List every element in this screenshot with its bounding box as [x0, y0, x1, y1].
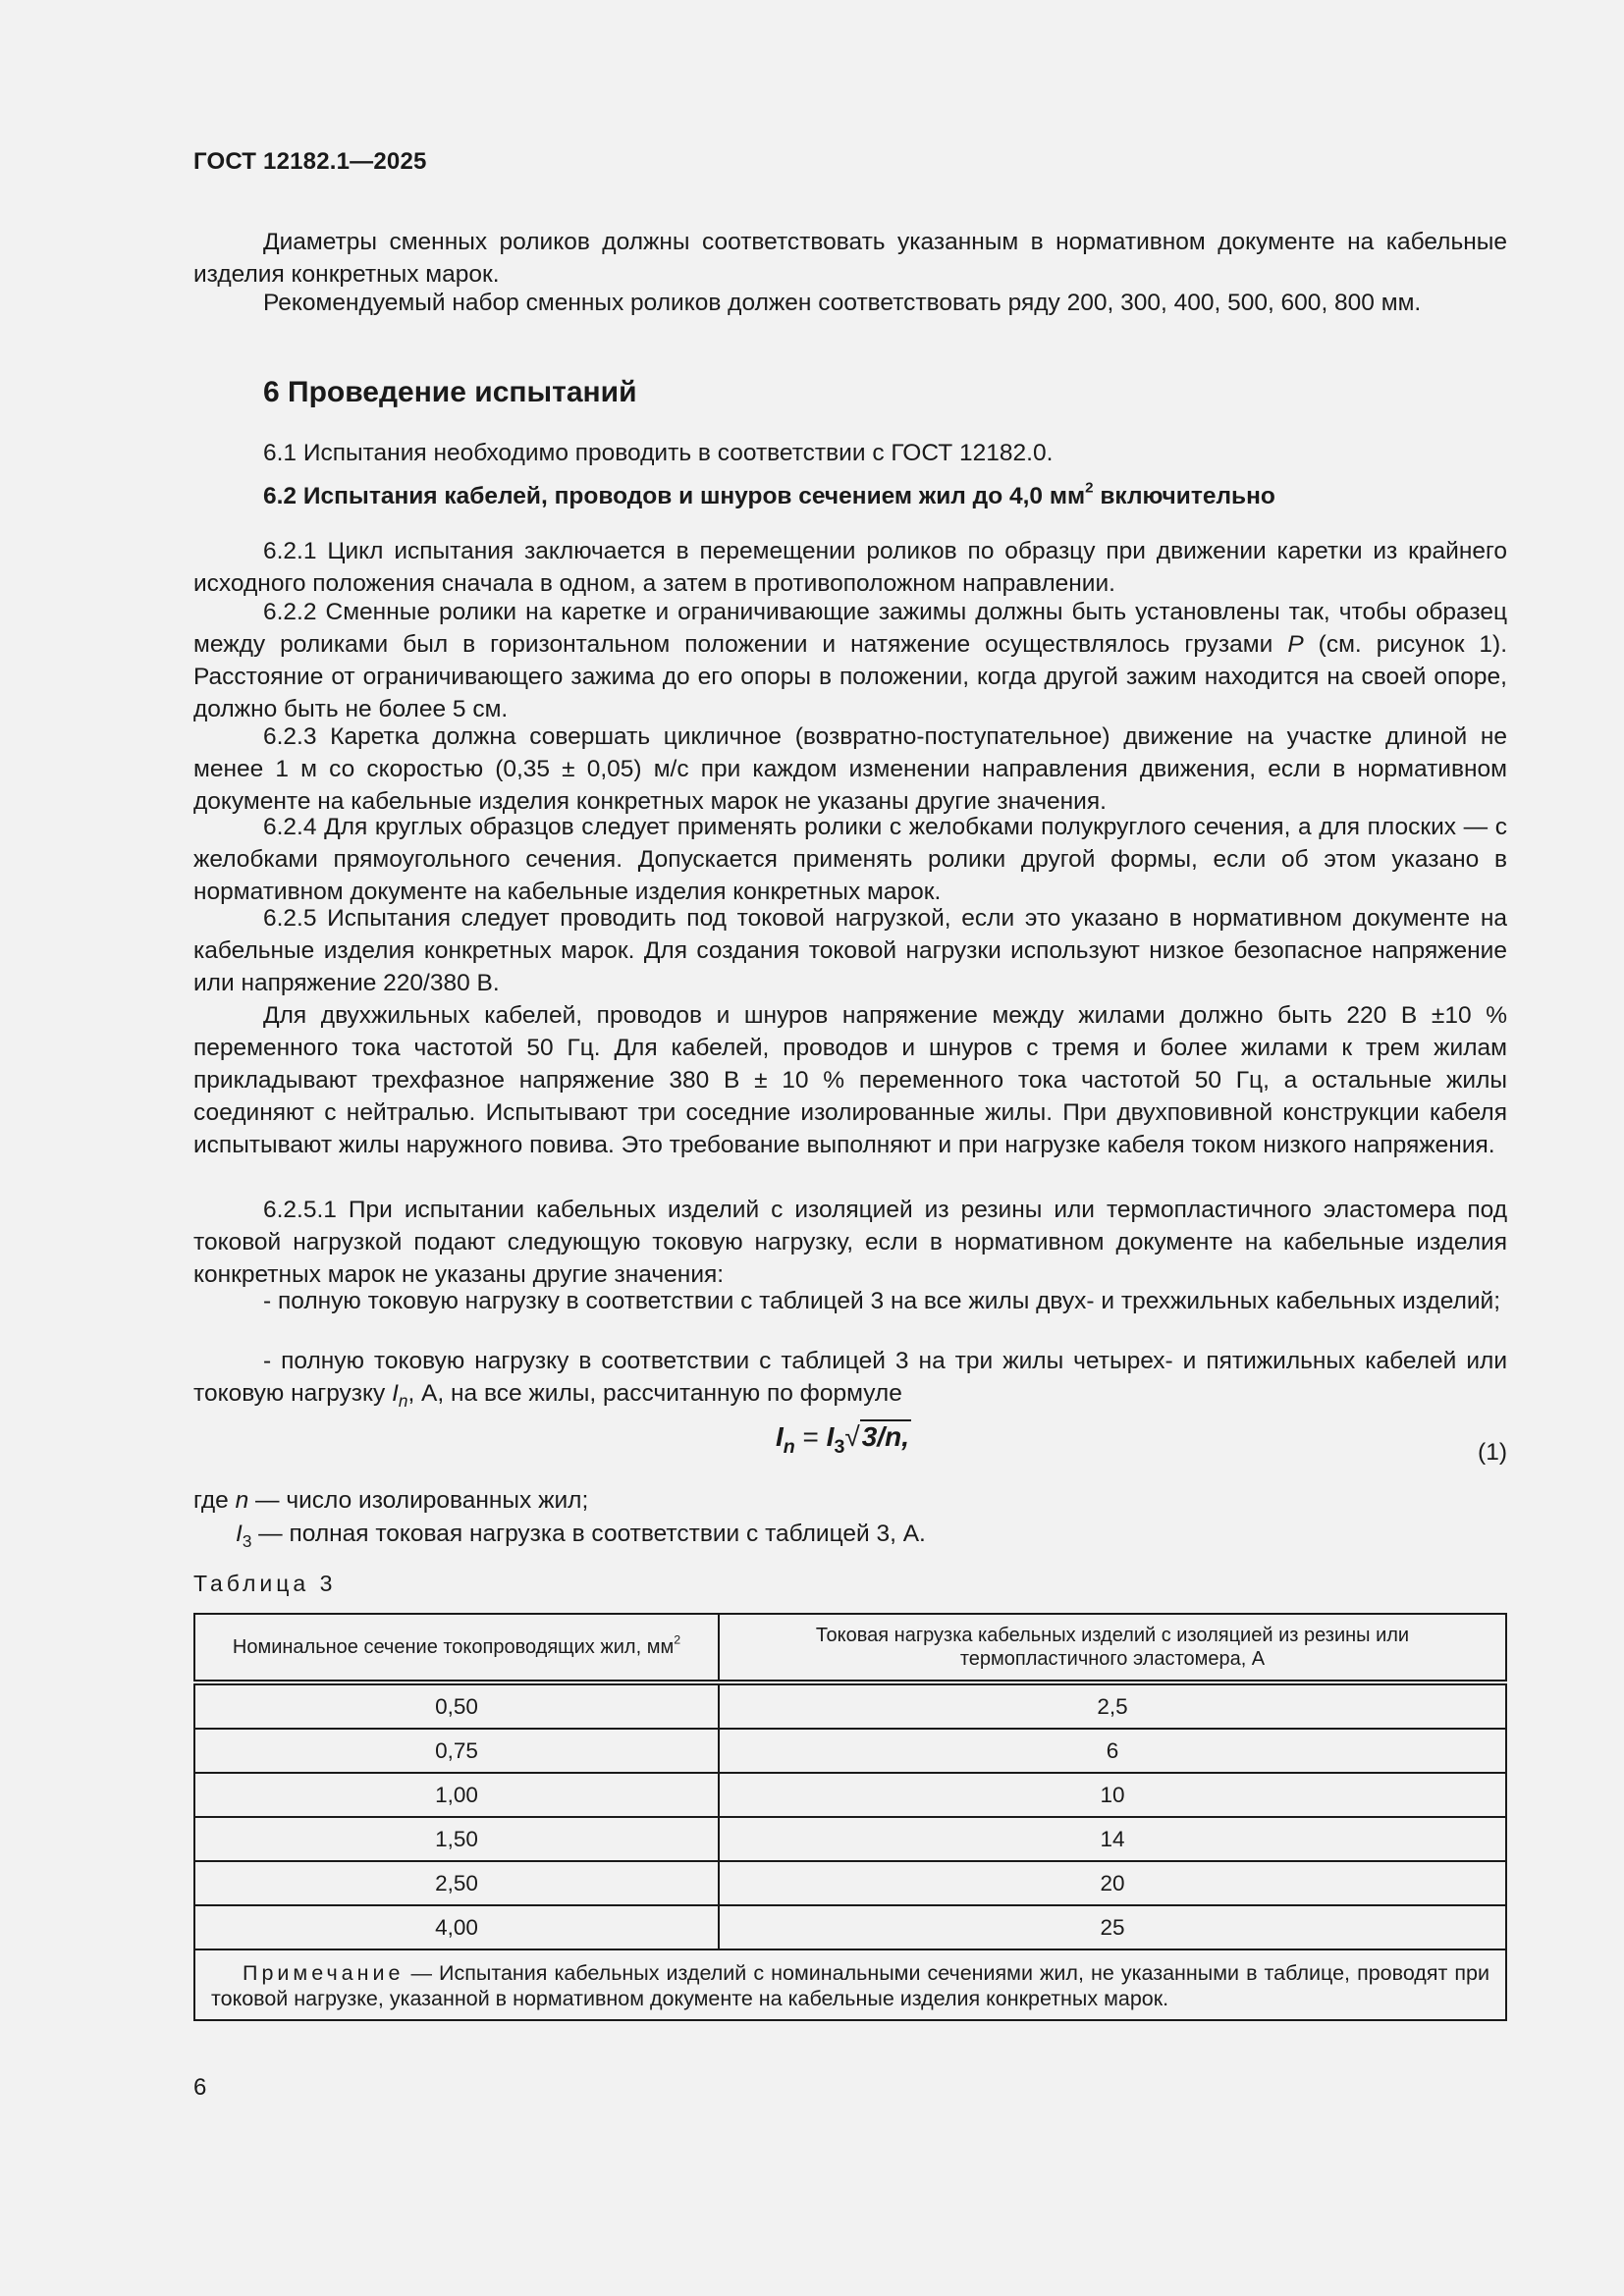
header-cross-section-text: Номинальное сечение токопроводящих жил, мм	[232, 1636, 675, 1658]
table-row	[194, 1817, 1506, 1861]
where-var-i: I	[236, 1521, 243, 1547]
formula-rhs-sub: 3	[834, 1435, 845, 1458]
where-line-i3	[236, 1518, 926, 1551]
where-line-n	[193, 1484, 588, 1518]
clause-6-2-5: 6.2.5 Испытания следует проводить под токовой нагрузкой, если это указано в нормативном документе на кабельные изделия конкретных марок. Для создания токовой нагрузки используют низкое безопасное напряжение или напряжение 220/380 В.	[193, 905, 1507, 996]
cell-current-load: 14	[719, 1817, 1506, 1861]
table-row	[194, 1905, 1506, 1949]
sqrt-radical: √	[844, 1421, 860, 1452]
clause-6-2-5-1: 6.2.5.1 При испытании кабельных изделий с изоляцией из резины или термопластичного эластомера под токовой нагрузкой подают следующую токовую нагрузку, если в нормативном документе на кабельные изделия конкретных марок не указаны другие значения:	[193, 1197, 1507, 1288]
clause-6-1: 6.1 Испытания необходимо проводить в соответствии с ГОСТ 12182.0.	[263, 440, 1054, 466]
clause-6-2-title-sup: 2	[1085, 479, 1094, 497]
formula-number: (1)	[1478, 1439, 1507, 1466]
clause-6-2-1: 6.2.1 Цикл испытания заключается в перемещении роликов по образцу при движении каретки из крайнего исходного положения сначала в одном, а затем в противоположном направлении.	[193, 538, 1507, 597]
clause-6-2-2-var: P	[1287, 631, 1304, 658]
clause-6-2-5-voltage: Для двухжильных кабелей, проводов и шнуров напряжение между жилами должно быть 220 В ±10 % переменного тока частотой 50 Гц. Для кабелей, проводов и шнуров с тремя и более жилами к трем жилам прикладывают трехфазное напряжение 380 В ± 10 % переменного тока частотой 50 Гц, а остальные жилы соединяют с нейтралью. Испытывают три соседние изолированные жилы. При двухповивной конструкции кабеля испытывают жилы наружного повива. Это требование выполняют и при нагрузке кабеля током низкого напряжения.	[193, 1002, 1507, 1158]
cell-cross-section: 2,50	[194, 1861, 719, 1905]
formula-lhs-sub: n	[783, 1435, 795, 1458]
bullet-var-i: I	[392, 1380, 399, 1407]
bullet-var-sub	[399, 1391, 408, 1411]
table-header-current-load: Токовая нагрузка кабельных изделий с изоляцией из резины или термопластичного эластомера, А	[719, 1614, 1506, 1682]
note-label: Примечание	[243, 1961, 405, 1985]
cell-cross-section: 1,50	[194, 1817, 719, 1861]
where-i3-desc: — полная токовая нагрузка в соответствии с таблицей 3, А.	[251, 1521, 926, 1547]
section-6-title: 6 Проведение испытаний	[263, 376, 637, 408]
bullet-var-sub-n: n	[398, 1391, 408, 1411]
formula-equals: =	[794, 1421, 827, 1452]
clause-6-2-3: 6.2.3 Каретка должна совершать цикличное (возвратно-поступательное) движение на участке длиной не менее 1 м со скоростью (0,35 ± 0,05) м/с при каждом изменении направления движения, если в нормативном документе на кабельные изделия конкретных марок не указаны другие значения.	[193, 723, 1507, 815]
clause-6-2-4: 6.2.4 Для круглых образцов следует применять ролики с желобками полукруглого сечения, а для плоских — с желобками прямоугольного сечения. Допускается применять ролики другой формы, если об этом указано в нормативном документе на кабельные изделия конкретных марок.	[193, 814, 1507, 905]
table-3-title: Таблица 3	[193, 1571, 337, 1596]
page-number: 6	[193, 2074, 207, 2101]
cell-current-load: 20	[719, 1861, 1506, 1905]
table-note	[194, 1949, 1506, 2020]
cell-cross-section: 4,00	[194, 1905, 719, 1949]
table-row	[194, 1682, 1506, 1729]
clause-6-2-title	[263, 479, 1275, 510]
table-note-row	[194, 1949, 1506, 2020]
cell-current-load: 25	[719, 1905, 1506, 1949]
table-body	[194, 1682, 1506, 2020]
table-row	[194, 1729, 1506, 1773]
cell-current-load: 2,5	[719, 1682, 1506, 1729]
clause-6-2-title-text: 6.2 Испытания кабелей, проводов и шнуров сечением жил до 4,0 мм	[263, 483, 1086, 509]
where-var-n: n	[235, 1487, 249, 1514]
sqrt-sign	[844, 1421, 911, 1453]
standard-header: ГОСТ 12182.1—2025	[193, 148, 427, 175]
clause-6-2-2	[193, 596, 1507, 725]
cell-current-load: 6	[719, 1729, 1506, 1773]
paragraph-roller-diameters: Диаметры сменных роликов должны соответствовать указанным в нормативном документе на кабельные изделия конкретных марок.	[193, 229, 1507, 288]
cell-cross-section: 1,00	[194, 1773, 719, 1817]
paragraph-roller-set: Рекомендуемый набор сменных роликов должен соответствовать ряду 200, 300, 400, 500, 600, 800 мм.	[263, 290, 1422, 316]
where-n-desc: — число изолированных жил;	[248, 1487, 589, 1514]
where-prefix: где	[193, 1487, 236, 1514]
bullet-four-five-core	[193, 1345, 1507, 1410]
table-row	[194, 1773, 1506, 1817]
header-cross-section-sup: 2	[674, 1632, 681, 1647]
formula-radicand: 3/n,	[861, 1421, 909, 1452]
table-header-row	[194, 1614, 1506, 1682]
clause-6-2-title-tail: включительно	[1093, 483, 1275, 509]
bullet-four-five-core-tail: , А, на все жилы, рассчитанную по формуле	[407, 1380, 902, 1407]
formula-lhs: I	[776, 1421, 784, 1452]
table-header-cross-section	[194, 1614, 719, 1682]
clause-6-2-2-text: 6.2.2 Сменные ролики на каретке и ограничивающие зажимы должны быть установлены так, чтобы образец между роликами был в горизонтальном положении и натяжение осуществлялось грузами	[193, 599, 1507, 658]
formula-rhs: I	[826, 1421, 835, 1452]
table-row	[194, 1861, 1506, 1905]
cell-current-load: 10	[719, 1773, 1506, 1817]
cell-cross-section: 0,75	[194, 1729, 719, 1773]
formula-1	[776, 1421, 911, 1458]
note-text: — Испытания кабельных изделий с номинальными сечениями жил, не указанными в таблице, проводят при токовой нагрузке, указанной в нормативном документе на кабельные изделия конкретных марок.	[211, 1961, 1489, 2010]
table-3	[193, 1613, 1507, 2021]
clause-6-2-2-tail: (см. рисунок 1). Расстояние от ограничивающего зажима до его опоры в положении, когда другой зажим находится на своей опоре, должно быть не более 5 см.	[193, 631, 1507, 722]
bullet-four-five-core-text: - полную токовую нагрузку в соответствии с таблицей 3 на три жилы четырех- и пятижильных кабелей или токовую нагрузку	[193, 1348, 1507, 1407]
bullet-full-load: - полную токовую нагрузку в соответствии с таблицей 3 на все жилы двух- и трехжильных кабельных изделий;	[263, 1288, 1501, 1314]
cell-cross-section: 0,50	[194, 1682, 719, 1729]
where-var-i-sub: 3	[242, 1531, 252, 1551]
